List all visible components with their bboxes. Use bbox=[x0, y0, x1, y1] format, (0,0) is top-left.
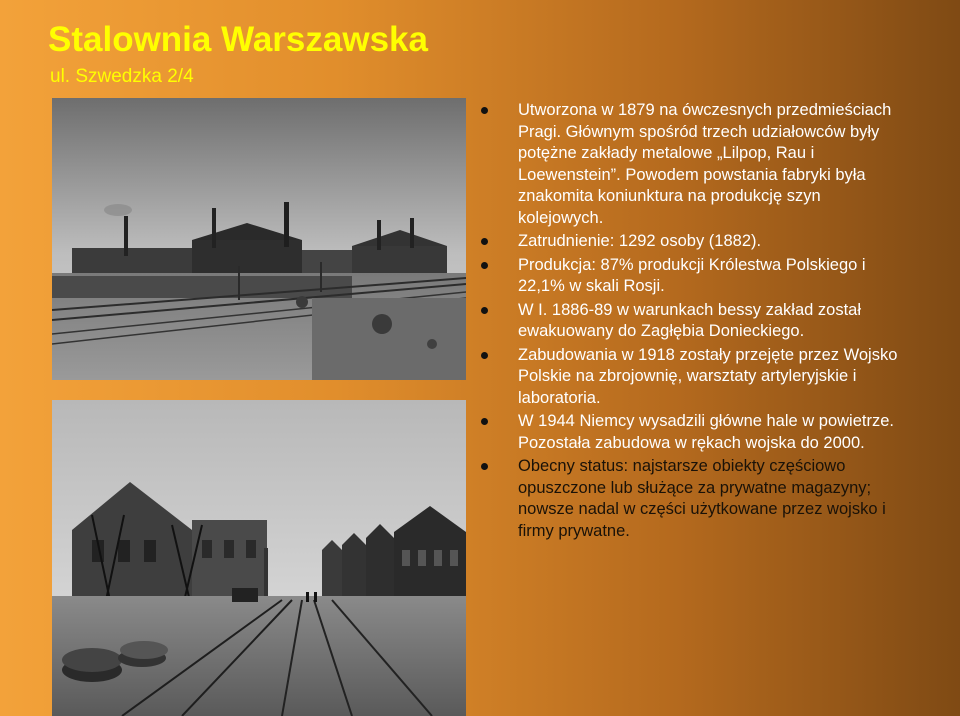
bullet-text: Obecny status: najstarsze obiekty częściowo opuszczone lub służące za prywatne magazyny; nowsze nadal w części użytkowane przez wojsko i firmy prywatne. bbox=[518, 457, 886, 540]
bullet-dot-icon bbox=[481, 307, 488, 314]
bullet-item bbox=[478, 231, 898, 253]
slide-title: Stalownia Warszawska bbox=[48, 20, 428, 59]
bullet-dot-icon bbox=[481, 238, 488, 245]
bullet-dot-icon bbox=[481, 418, 488, 425]
bullet-dot-icon bbox=[481, 463, 488, 470]
bullet-text: Produkcja: 87% produkcji Królestwa Polskiego i 22,1% w skali Rosji. bbox=[518, 255, 866, 295]
bullet-item bbox=[478, 345, 898, 410]
bullet-list bbox=[478, 100, 898, 544]
bullet-text: Zatrudnienie: 1292 osoby (1882). bbox=[518, 232, 762, 250]
steelworks-panorama-photo bbox=[52, 98, 466, 380]
factory-halls-photo bbox=[52, 400, 466, 716]
bullet-item bbox=[478, 456, 898, 542]
bullet-text: Zabudowania w 1918 zostały przejęte przez Wojsko Polskie na zbrojownię, warsztaty artyleryjskie i laboratoria. bbox=[518, 345, 898, 407]
bullet-item bbox=[478, 411, 898, 454]
bullet-dot-icon bbox=[481, 352, 488, 359]
bullet-dot-icon bbox=[481, 107, 488, 114]
bullet-dot-icon bbox=[481, 262, 488, 269]
bullet-item bbox=[478, 255, 898, 298]
bullet-item bbox=[478, 300, 898, 343]
bullet-text: W I. 1886-89 w warunkach bessy zakład został ewakuowany do Zagłębia Donieckiego. bbox=[518, 300, 861, 340]
slide-subtitle: ul. Szwedzka 2/4 bbox=[50, 66, 194, 87]
bullet-text: W 1944 Niemcy wysadzili główne hale w powietrze. Pozostała zabudowa w rękach wojska do 2000. bbox=[518, 412, 894, 452]
bullet-text: Utworzona w 1879 na ówczesnych przedmieściach Pragi. Głównym spośród trzech udziałowców były potężne zakłady metalowe „Lilpop, Rau i Loewenstein”. Powodem powstania fabryki była znakomita koniunktura na produkcję szyn kolejowych. bbox=[518, 101, 892, 227]
bullet-item bbox=[478, 100, 898, 229]
